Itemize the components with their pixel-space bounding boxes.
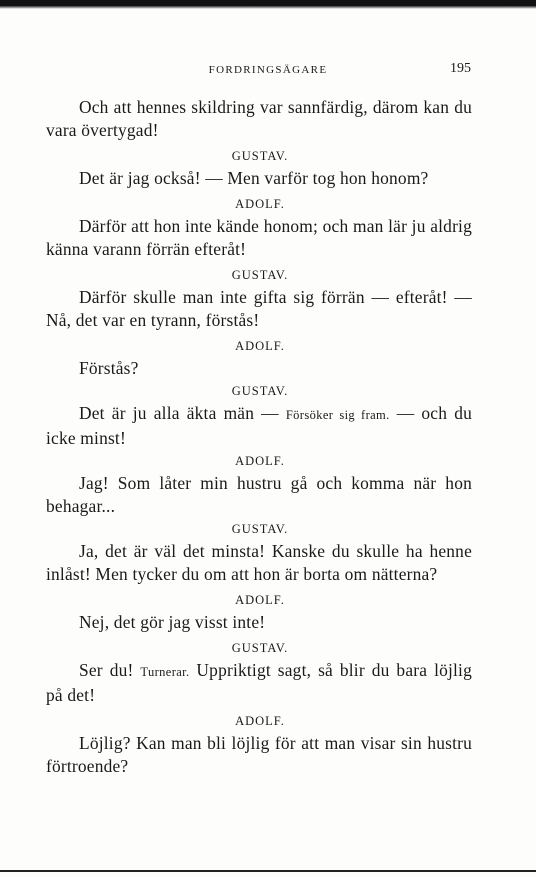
dialogue-paragraph-with-stage-direction	[46, 659, 472, 707]
speaker-name: GUSTAV.	[231, 641, 289, 655]
dialogue-paragraph: Ja, det är väl det minsta! Kanske du skulle ha henne inlåst! Men tycker du om att hon är borta om nätterna?	[46, 541, 472, 584]
dialogue-paragraph: Och att hennes skildring var sannfärdig, därom kan du vara övertygad!	[46, 97, 472, 140]
dialogue-paragraph: Jag! Som låter min hustru gå och komma när hon behagar...	[46, 473, 472, 516]
dialogue-text: Uppriktigt sagt, så blir du bara löjlig på det!	[46, 660, 472, 705]
top-border-shadow	[0, 6, 536, 9]
speaker-name: ADOLF.	[235, 714, 285, 728]
speaker-name: GUSTAV.	[231, 268, 289, 282]
dialogue-paragraph: Därför att hon inte kände honom; och man lär ju aldrig känna varann förrän efteråt!	[46, 216, 472, 259]
dialogue-text: Det är ju alla äkta män —	[79, 403, 279, 423]
dialogue-paragraph: Löjlig? Kan man bli löjlig för att man visar sin hustru förtroende?	[46, 733, 472, 776]
speaker-name: GUSTAV.	[231, 384, 289, 398]
speaker-name: ADOLF.	[235, 339, 285, 353]
dialogue-paragraph: Det är jag också! — Men varför tog hon honom?	[79, 168, 429, 188]
running-title: FORDRINGSÄGARE	[208, 64, 328, 76]
speaker-name: GUSTAV.	[231, 149, 289, 163]
dialogue-paragraph: Förstås?	[79, 358, 139, 378]
dialogue-text: — och du icke minst!	[46, 403, 472, 448]
dialogue-paragraph: Nej, det gör jag visst inte!	[79, 612, 266, 632]
dialogue-text: Ser du!	[79, 660, 134, 680]
bottom-border-rule	[0, 870, 536, 872]
stage-direction: Turnerar.	[140, 665, 190, 679]
dialogue-paragraph-with-stage-direction	[46, 402, 472, 450]
speaker-name: ADOLF.	[235, 593, 285, 607]
speaker-name: ADOLF.	[235, 197, 285, 211]
dialogue-paragraph: Därför skulle man inte gifta sig förrän — efteråt! — Nå, det var en tyrann, förstås!	[46, 287, 472, 330]
speaker-name: GUSTAV.	[231, 522, 289, 536]
page-number: 195	[450, 61, 471, 76]
stage-direction: Försöker sig fram.	[285, 408, 390, 422]
play-text-block	[46, 96, 472, 778]
speaker-name: ADOLF.	[235, 454, 285, 468]
